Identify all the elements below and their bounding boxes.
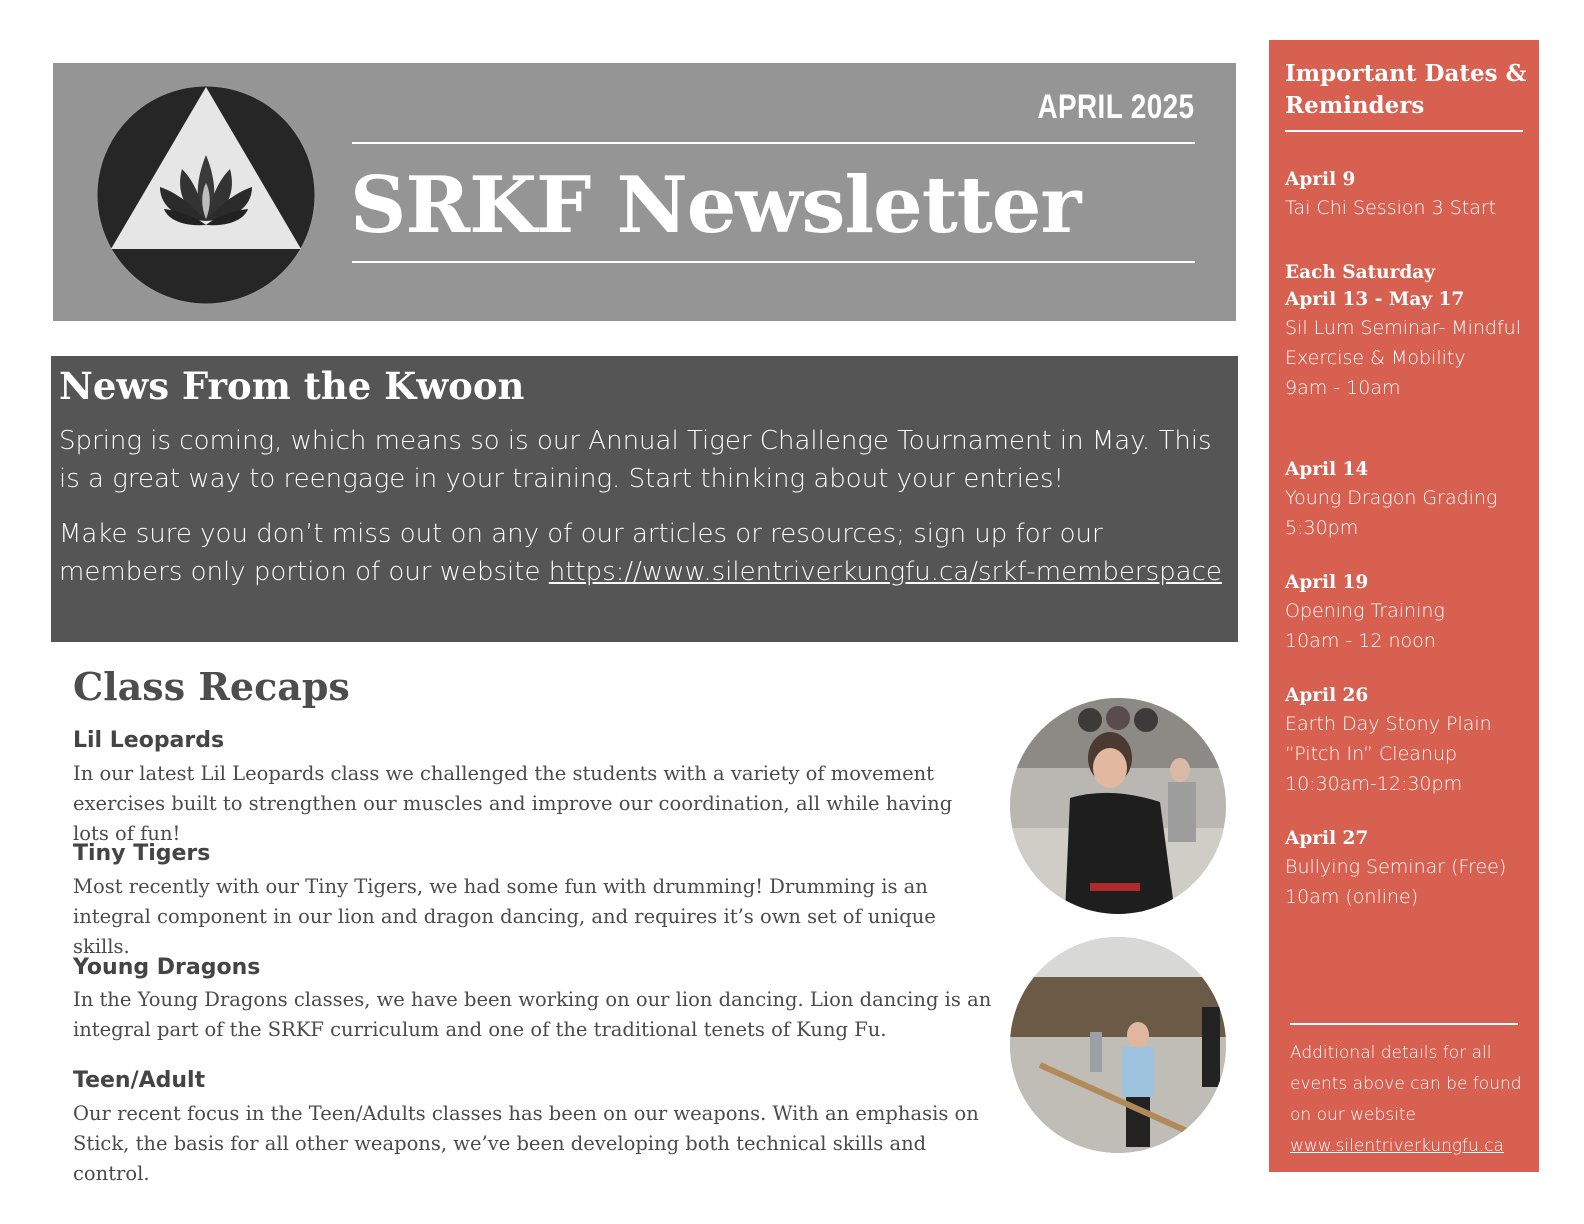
event-date: Each Saturday April 13 - May 17 [1285,262,1465,310]
important-dates-sidebar [1269,40,1539,1172]
event-item [1285,259,1535,403]
news-paragraph-signup [59,515,1234,591]
event-item [1285,456,1535,543]
recap-body-lil-leopards: In our latest Lil Leopards class we challenged the students with a variety of movement exercises built to strengthen our muscles and improve our coordination, all while having lots of fun! [73,762,953,845]
class-photo-stick-training [1010,937,1226,1153]
recap-title-tiny-tigers: Tiny Tigers [73,841,211,866]
sidebar-footer-note [1290,1038,1535,1162]
event-description: Earth Day Stony Plain “Pitch In” Cleanup 10:30am-12:30pm [1285,713,1492,795]
event-date: April 26 [1285,685,1369,706]
event-item [1285,682,1535,799]
memberspace-link[interactable]: https://www.silentriverkungfu.ca/srkf-memberspace [548,557,1222,587]
event-date: April 27 [1285,828,1369,849]
recap-title-young-dragons: Young Dragons [73,955,261,980]
recap-body-teen-adult: Our recent focus in the Teen/Adults classes has been on our weapons. With an emphasis on Stick, the basis for all other weapons, we’ve been developing both technical skills and control. [73,1102,979,1185]
sidebar-footer-divider [1290,1023,1518,1025]
event-description: Bullying Seminar (Free) 10am (online) [1285,856,1507,908]
news-section [51,356,1238,642]
newsletter-title: SRKF Newsletter [350,160,1081,251]
event-date: April 9 [1285,169,1356,190]
header-divider-bottom [352,261,1195,263]
event-description: Tai Chi Session 3 Start [1285,197,1497,219]
event-item [1285,825,1535,912]
event-description: Young Dragon Grading 5:30pm [1285,487,1498,539]
news-signup-text: Make sure you don’t miss out on any of our articles or resources; sign up for our members only portion of our website [59,519,1103,587]
news-heading: News From the Kwoon [59,364,525,408]
event-item [1285,166,1535,223]
event-description: Sil Lum Seminar- Mindful Exercise & Mobility 9am - 10am [1285,317,1521,399]
class-recaps-heading: Class Recaps [73,664,350,709]
recap-body-young-dragons: In the Young Dragons classes, we have been working on our lion dancing. Lion dancing is an integral part of the SRKF curriculum and one of the traditional tenets of Kung Fu. [73,988,992,1041]
recap-title-lil-leopards: Lil Leopards [73,728,225,753]
sidebar-heading: Important Dates & Reminders [1285,60,1527,119]
sidebar-footer-text: Additional details for all events above can be found on our website [1290,1043,1522,1125]
header-divider-top [352,142,1195,144]
event-date: April 19 [1285,572,1369,593]
recap-title-teen-adult: Teen/Adult [73,1068,206,1093]
class-photo-student-smiling [1010,698,1226,914]
website-link[interactable]: www.silentriverkungfu.ca [1290,1136,1504,1156]
event-date: April 14 [1285,459,1369,480]
recap-body-tiny-tigers: Most recently with our Tiny Tigers, we had some fun with drumming! Drumming is an integral component in our lion and dragon dancing, and requires it’s own set of unique skills. [73,875,936,958]
srkf-logo-icon [96,85,316,305]
event-description: Opening Training 10am - 12 noon [1285,600,1445,652]
issue-date: APRIL 2025 [1036,88,1194,126]
event-item [1285,569,1535,656]
sidebar-divider [1285,130,1523,132]
news-paragraph: Spring is coming, which means so is our Annual Tiger Challenge Tournament in May. This is a great way to reengage in your training. Start thinking about your entries! [59,426,1212,494]
